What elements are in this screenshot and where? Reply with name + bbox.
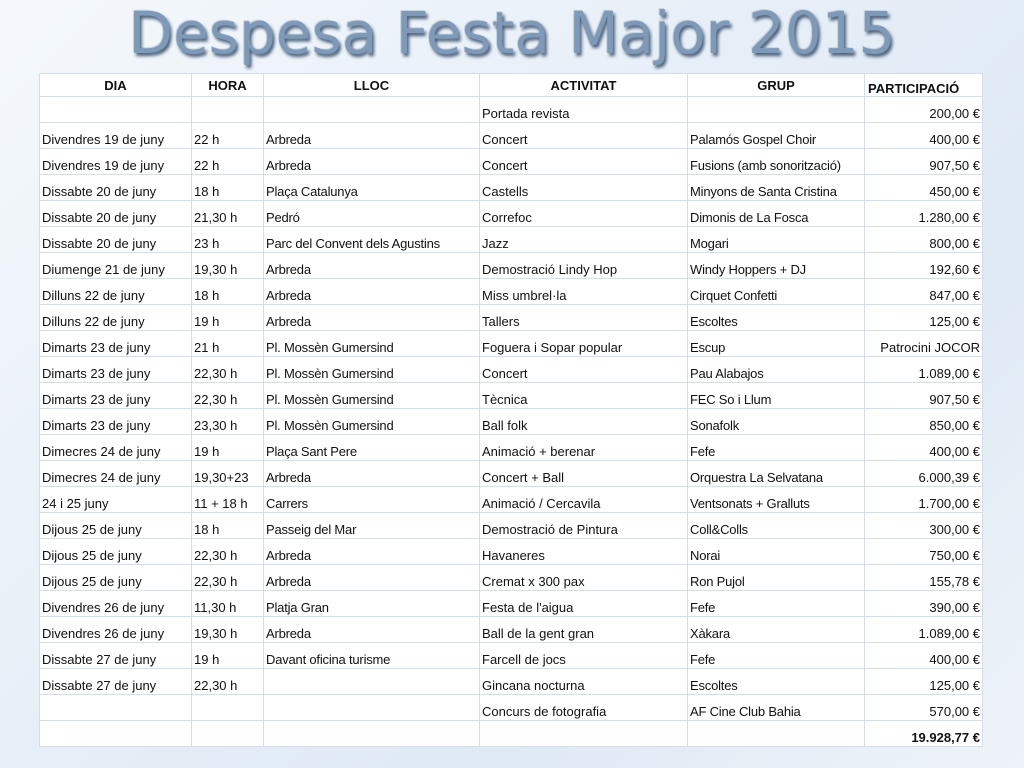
cell-activitat: Demostració de Pintura <box>480 513 688 539</box>
cell-participacio: 6.000,39 € <box>865 461 983 487</box>
cell-hora: 22 h <box>192 123 264 149</box>
total-empty-cell <box>40 721 192 747</box>
cell-activitat: Gincana nocturna <box>480 669 688 695</box>
cell-activitat: Concert <box>480 149 688 175</box>
cell-grup: Palamós Gospel Choir <box>688 123 865 149</box>
cell-hora: 19 h <box>192 435 264 461</box>
cell-hora: 21 h <box>192 331 264 357</box>
cell-activitat: Animació / Cercavila <box>480 487 688 513</box>
cell-dia: Dimarts 23 de juny <box>40 409 192 435</box>
cell-grup: Escoltes <box>688 669 865 695</box>
table-row <box>40 253 983 279</box>
cell-hora: 19,30+23 <box>192 461 264 487</box>
cell-grup: Pau Alabajos <box>688 357 865 383</box>
cell-activitat: Ball de la gent gran <box>480 617 688 643</box>
cell-participacio: 847,00 € <box>865 279 983 305</box>
total-row <box>40 721 983 747</box>
cell-dia: Divendres 26 de juny <box>40 591 192 617</box>
cell-hora: 22,30 h <box>192 357 264 383</box>
cell-dia: Dissabte 27 de juny <box>40 669 192 695</box>
cell-participacio: 800,00 € <box>865 227 983 253</box>
cell-dia: 24 i 25 juny <box>40 487 192 513</box>
cell-dia: Divendres 19 de juny <box>40 123 192 149</box>
cell-lloc: Arbreda <box>264 565 480 591</box>
table-row <box>40 539 983 565</box>
column-header-dia: DIA <box>40 74 192 97</box>
cell-lloc: Arbreda <box>264 149 480 175</box>
cell-activitat: Animació + berenar <box>480 435 688 461</box>
total-amount: 19.928,77 € <box>865 721 983 747</box>
cell-grup: Mogari <box>688 227 865 253</box>
cell-grup: Ventsonats + Gralluts <box>688 487 865 513</box>
cell-participacio: 1.089,00 € <box>865 357 983 383</box>
table-row <box>40 279 983 305</box>
cell-grup: Fefe <box>688 591 865 617</box>
cell-lloc: Pedró <box>264 201 480 227</box>
cell-activitat: Castells <box>480 175 688 201</box>
cell-participacio: 300,00 € <box>865 513 983 539</box>
cell-grup: Escup <box>688 331 865 357</box>
cell-grup: Xàkara <box>688 617 865 643</box>
table-row <box>40 123 983 149</box>
cell-lloc <box>264 97 480 123</box>
total-empty-cell <box>192 721 264 747</box>
column-header-participacio: PARTICIPACIÓ <box>865 74 983 97</box>
cell-grup: Dimonis de La Fosca <box>688 201 865 227</box>
cell-lloc: Carrers <box>264 487 480 513</box>
cell-hora: 23 h <box>192 227 264 253</box>
cell-activitat: Miss umbrel·la <box>480 279 688 305</box>
cell-dia: Diumenge 21 de juny <box>40 253 192 279</box>
cell-activitat: Tècnica <box>480 383 688 409</box>
cell-hora: 19 h <box>192 305 264 331</box>
table-row <box>40 227 983 253</box>
cell-dia: Dilluns 22 de juny <box>40 305 192 331</box>
cell-dia: Dissabte 20 de juny <box>40 227 192 253</box>
table-row <box>40 513 983 539</box>
cell-hora <box>192 97 264 123</box>
cell-lloc <box>264 695 480 721</box>
page-title: Despesa Festa Major 2015 <box>128 0 896 67</box>
cell-participacio: 750,00 € <box>865 539 983 565</box>
cell-activitat: Festa de l'aigua <box>480 591 688 617</box>
table-row <box>40 331 983 357</box>
cell-dia: Dimarts 23 de juny <box>40 357 192 383</box>
cell-lloc: Passeig del Mar <box>264 513 480 539</box>
cell-grup: Orquestra La Selvatana <box>688 461 865 487</box>
cell-hora: 11 + 18 h <box>192 487 264 513</box>
cell-dia: Dijous 25 de juny <box>40 539 192 565</box>
cell-lloc: Platja Gran <box>264 591 480 617</box>
cell-participacio: 125,00 € <box>865 669 983 695</box>
cell-hora: 21,30 h <box>192 201 264 227</box>
table-row <box>40 565 983 591</box>
cell-activitat: Correfoc <box>480 201 688 227</box>
cell-lloc: Arbreda <box>264 305 480 331</box>
cell-grup: Cirquet Confetti <box>688 279 865 305</box>
cell-dia: Dimarts 23 de juny <box>40 331 192 357</box>
cell-participacio: 850,00 € <box>865 409 983 435</box>
cell-participacio: 450,00 € <box>865 175 983 201</box>
cell-lloc: Arbreda <box>264 539 480 565</box>
cell-grup: FEC So i Llum <box>688 383 865 409</box>
cell-grup: Fusions (amb sonorització) <box>688 149 865 175</box>
cell-grup: Coll&Colls <box>688 513 865 539</box>
cell-grup: Sonafolk <box>688 409 865 435</box>
table-row <box>40 175 983 201</box>
total-empty-cell <box>480 721 688 747</box>
column-header-hora: HORA <box>192 74 264 97</box>
table-row <box>40 305 983 331</box>
cell-participacio: Patrocini JOCOR <box>865 331 983 357</box>
cell-dia: Dijous 25 de juny <box>40 513 192 539</box>
cell-participacio: 125,00 € <box>865 305 983 331</box>
table-row <box>40 409 983 435</box>
cell-participacio: 570,00 € <box>865 695 983 721</box>
table-row <box>40 617 983 643</box>
cell-lloc: Plaça Catalunya <box>264 175 480 201</box>
cell-participacio: 390,00 € <box>865 591 983 617</box>
cell-activitat: Foguera i Sopar popular <box>480 331 688 357</box>
cell-hora: 19,30 h <box>192 617 264 643</box>
cell-dia: Dissabte 20 de juny <box>40 175 192 201</box>
cell-lloc: Pl. Mossèn Gumersind <box>264 409 480 435</box>
cell-lloc <box>264 669 480 695</box>
cell-participacio: 400,00 € <box>865 123 983 149</box>
cell-grup: Fefe <box>688 643 865 669</box>
cell-dia: Dilluns 22 de juny <box>40 279 192 305</box>
cell-hora: 22,30 h <box>192 565 264 591</box>
cell-grup <box>688 97 865 123</box>
cell-hora: 22,30 h <box>192 539 264 565</box>
cell-participacio: 400,00 € <box>865 435 983 461</box>
cell-lloc: Arbreda <box>264 253 480 279</box>
cell-lloc: Parc del Convent dels Agustins <box>264 227 480 253</box>
cell-participacio: 200,00 € <box>865 97 983 123</box>
cell-activitat: Farcell de jocs <box>480 643 688 669</box>
cell-lloc: Arbreda <box>264 617 480 643</box>
total-empty-cell <box>264 721 480 747</box>
cell-lloc: Pl. Mossèn Gumersind <box>264 357 480 383</box>
cell-hora: 22 h <box>192 149 264 175</box>
cell-hora: 18 h <box>192 513 264 539</box>
cell-hora: 23,30 h <box>192 409 264 435</box>
cell-hora: 22,30 h <box>192 669 264 695</box>
cell-activitat: Portada revista <box>480 97 688 123</box>
table-row <box>40 591 983 617</box>
table-row <box>40 97 983 123</box>
cell-lloc: Pl. Mossèn Gumersind <box>264 331 480 357</box>
cell-lloc: Arbreda <box>264 461 480 487</box>
cell-lloc: Arbreda <box>264 123 480 149</box>
cell-activitat: Tallers <box>480 305 688 331</box>
cell-participacio: 192,60 € <box>865 253 983 279</box>
cell-hora: 18 h <box>192 175 264 201</box>
table-row <box>40 201 983 227</box>
cell-activitat: Concert <box>480 357 688 383</box>
cell-dia: Divendres 19 de juny <box>40 149 192 175</box>
expense-table <box>39 73 983 747</box>
cell-activitat: Concert + Ball <box>480 461 688 487</box>
cell-grup: Fefe <box>688 435 865 461</box>
cell-dia: Dijous 25 de juny <box>40 565 192 591</box>
cell-grup: Escoltes <box>688 305 865 331</box>
cell-hora: 19,30 h <box>192 253 264 279</box>
cell-grup: Windy Hoppers + DJ <box>688 253 865 279</box>
cell-activitat: Concert <box>480 123 688 149</box>
cell-lloc: Pl. Mossèn Gumersind <box>264 383 480 409</box>
table-row <box>40 487 983 513</box>
table-row <box>40 357 983 383</box>
table-row <box>40 695 983 721</box>
cell-participacio: 907,50 € <box>865 383 983 409</box>
cell-dia <box>40 97 192 123</box>
cell-participacio: 1.089,00 € <box>865 617 983 643</box>
cell-activitat: Havaneres <box>480 539 688 565</box>
cell-participacio: 155,78 € <box>865 565 983 591</box>
cell-participacio: 400,00 € <box>865 643 983 669</box>
cell-activitat: Jazz <box>480 227 688 253</box>
header-row <box>40 74 983 97</box>
total-empty-cell <box>688 721 865 747</box>
cell-lloc: Arbreda <box>264 279 480 305</box>
cell-grup: Ron Pujol <box>688 565 865 591</box>
cell-hora: 22,30 h <box>192 383 264 409</box>
cell-lloc: Plaça Sant Pere <box>264 435 480 461</box>
cell-activitat: Cremat x 300 pax <box>480 565 688 591</box>
cell-hora: 11,30 h <box>192 591 264 617</box>
cell-activitat: Ball folk <box>480 409 688 435</box>
cell-activitat: Demostració Lindy Hop <box>480 253 688 279</box>
table-row <box>40 643 983 669</box>
cell-participacio: 1.700,00 € <box>865 487 983 513</box>
table-row <box>40 149 983 175</box>
cell-dia: Divendres 26 de juny <box>40 617 192 643</box>
table-row <box>40 383 983 409</box>
cell-hora <box>192 695 264 721</box>
cell-dia: Dissabte 20 de juny <box>40 201 192 227</box>
cell-lloc: Davant oficina turisme <box>264 643 480 669</box>
cell-participacio: 1.280,00 € <box>865 201 983 227</box>
column-header-lloc: LLOC <box>264 74 480 97</box>
cell-hora: 18 h <box>192 279 264 305</box>
cell-dia: Dimecres 24 de juny <box>40 461 192 487</box>
cell-dia: Dimarts 23 de juny <box>40 383 192 409</box>
table-row <box>40 435 983 461</box>
cell-hora: 19 h <box>192 643 264 669</box>
cell-dia: Dissabte 27 de juny <box>40 643 192 669</box>
cell-grup: Norai <box>688 539 865 565</box>
cell-dia <box>40 695 192 721</box>
cell-participacio: 907,50 € <box>865 149 983 175</box>
table-row <box>40 669 983 695</box>
column-header-activitat: ACTIVITAT <box>480 74 688 97</box>
column-header-grup: GRUP <box>688 74 865 97</box>
cell-activitat: Concurs de fotografia <box>480 695 688 721</box>
cell-grup: AF Cine Club Bahia <box>688 695 865 721</box>
cell-grup: Minyons de Santa Cristina <box>688 175 865 201</box>
cell-dia: Dimecres 24 de juny <box>40 435 192 461</box>
table-row <box>40 461 983 487</box>
